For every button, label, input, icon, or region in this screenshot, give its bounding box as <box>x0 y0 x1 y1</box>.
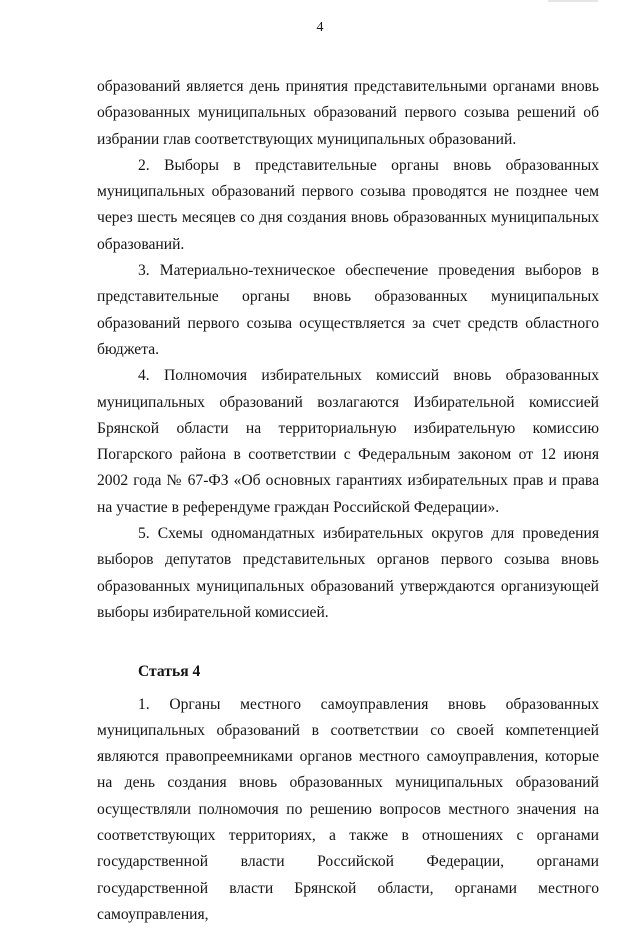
paragraph-item-3: 3. Материально-техническое обеспечение проведения выборов в представительные органы вновь образованных муниципальных образований первого созыва осуществляется за счет средств областного бюджета. <box>97 262 599 358</box>
document-body <box>97 74 599 928</box>
article-paragraph-1: 1. Органы местного самоуправления вновь образованных муниципальных образований в соответствии со своей компетенцией являются правопреемниками органов местного самоуправления, которые на день создания вновь образованных муниципальных образований осуществляли полномочия по решению вопросов местного значения на соответствующих территориях, а также в отношениях с органами государственной власти Российской Федерации, органами государственной власти Брянской области, органами местного самоуправления, <box>97 695 599 923</box>
paragraph-item-4: 4. Полномочия избирательных комиссий вновь образованных муниципальных образований возлагаются Избирательной комиссией Брянской области на территориальную избирательную комиссию Погарского района в соответствии с Федеральным законом от 12 июня 2002 года № 67-ФЗ «Об основных гарантиях избирательных прав и права на участие в референдуме граждан Российской Федерации». <box>97 367 599 516</box>
article-heading: Статья 4 <box>138 663 201 681</box>
paragraph-continuation: образований является день принятия представительными органами вновь образованных муниципальных образований первого созыва решений об избрании глав соответствующих муниципальных образований. <box>97 78 599 148</box>
page-number: 4 <box>316 20 324 35</box>
scan-edge-mark <box>548 0 598 2</box>
paragraph-item-5: 5. Схемы одномандатных избирательных округов для проведения выборов депутатов представительных органов первого созыва вновь образованных муниципальных образований утверждаются организующей выборы избирательной комиссией. <box>97 525 599 621</box>
paragraph-item-2: 2. Выборы в представительные органы вновь образованных муниципальных образований первого созыва проводятся не позднее чем через шесть месяцев со дня создания вновь образованных муниципальных образований. <box>97 156 599 253</box>
